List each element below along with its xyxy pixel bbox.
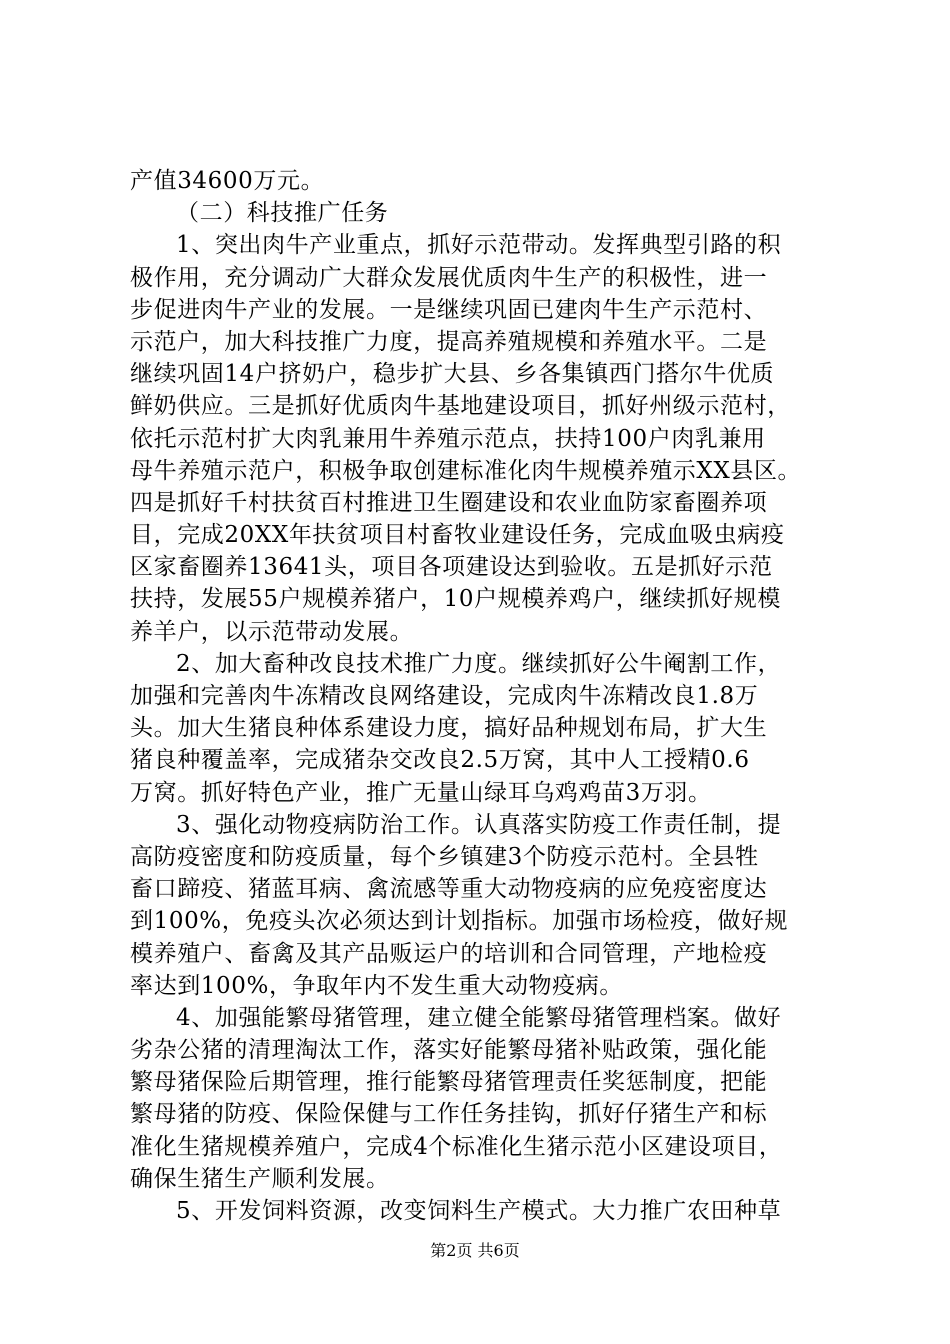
text-line: 鲜奶供应。三是抓好优质肉牛基地建设项目，抓好州级示范村， xyxy=(130,393,791,420)
text-line: 继续巩固14户挤奶户，稳步扩大县、乡各集镇西门搭尔牛优质 xyxy=(130,361,775,388)
text-line: 极作用，充分调动广大群众发展优质肉牛生产的积极性，进一 xyxy=(130,264,768,291)
section-heading: （二）科技推广任务 xyxy=(176,200,389,227)
text-line: 3、强化动物疫病防治工作。认真落实防疫工作责任制，提 xyxy=(176,811,782,838)
text-line: 猪良种覆盖率，完成猪杂交改良2.5万窝，其中人工授精0.6 xyxy=(130,747,750,774)
text-line: 到100%，免疫头次必须达到计划指标。加强市场检疫，做好规 xyxy=(130,908,789,935)
text-line: 4、加强能繁母猪管理，建立健全能繁母猪管理档案。做好 xyxy=(176,1004,782,1031)
text-line: 母牛养殖示范户，积极争取创建标准化肉牛规模养殖示XX县区。 xyxy=(130,457,802,484)
text-line: 模养殖户、畜禽及其产品贩运户的培训和合同管理，产地检疫 xyxy=(130,940,768,967)
text-line: 率达到100%，争取年内不发生重大动物疫病。 xyxy=(130,972,623,999)
text-line: 示范户，加大科技推广力度，提高养殖规模和养殖水平。二是 xyxy=(130,328,768,355)
text-line: 繁母猪的防疫、保险保健与工作任务挂钩，抓好仔猪生产和标 xyxy=(130,1101,768,1128)
text-line: 扶持，发展55户规模养猪户，10户规模养鸡户，继续抓好规模 xyxy=(130,586,781,613)
text-line: 繁母猪保险后期管理，推行能繁母猪管理责任奖惩制度，把能 xyxy=(130,1069,768,1096)
text-line: 高防疫密度和防疫质量，每个乡镇建3个防疫示范村。全县牲 xyxy=(130,843,759,870)
text-line: 劣杂公猪的清理淘汰工作，落实好能繁母猪补贴政策，强化能 xyxy=(130,1037,768,1064)
page-footer: 第2页 共6页 xyxy=(430,1241,520,1260)
text-line: 1、突出肉牛产业重点，抓好示范带动。发挥典型引路的积 xyxy=(176,232,782,259)
text-line: 5、开发饲料资源，改变饲料生产模式。大力推广农田种草 xyxy=(176,1198,782,1224)
text-line: 头。加大生猪良种体系建设力度，搞好品种规划布局，扩大生 xyxy=(130,715,768,742)
text-line: 确保生猪生产顺利发展。 xyxy=(130,1165,390,1192)
text-line: 区家畜圈养13641头，项目各项建设达到验收。五是抓好示范 xyxy=(130,554,773,581)
text-line: 四是抓好千村扶贫百村推进卫生圈建设和农业血防家畜圈养项 xyxy=(130,489,768,516)
text-line: 目，完成20XX年扶贫项目村畜牧业建设任务，完成血吸虫病疫 xyxy=(130,522,785,549)
text-line: 产值34600万元。 xyxy=(130,168,325,194)
text-line: 准化生猪规模养殖户，完成4个标准化生猪示范小区建设项目， xyxy=(130,1133,783,1160)
text-line: 加强和完善肉牛冻精改良网络建设，完成肉牛冻精改良1.8万 xyxy=(130,683,759,709)
text-line: 2、加大畜种改良技术推广力度。继续抓好公牛阉割工作， xyxy=(176,650,782,677)
text-line: 步促进肉牛产业的发展。一是继续巩固已建肉牛生产示范村、 xyxy=(130,296,768,323)
text-line: 养羊户，以示范带动发展。 xyxy=(130,618,414,645)
document-body xyxy=(130,165,835,1227)
text-line: 依托示范村扩大肉乳兼用牛养殖示范点，扶持100户肉乳兼用 xyxy=(130,425,766,452)
text-line: 畜口蹄疫、猪蓝耳病、禽流感等重大动物疫病的应免疫密度达 xyxy=(130,876,768,903)
text-line: 万窝。抓好特色产业，推广无量山绿耳乌鸡鸡苗3万羽。 xyxy=(130,779,712,806)
